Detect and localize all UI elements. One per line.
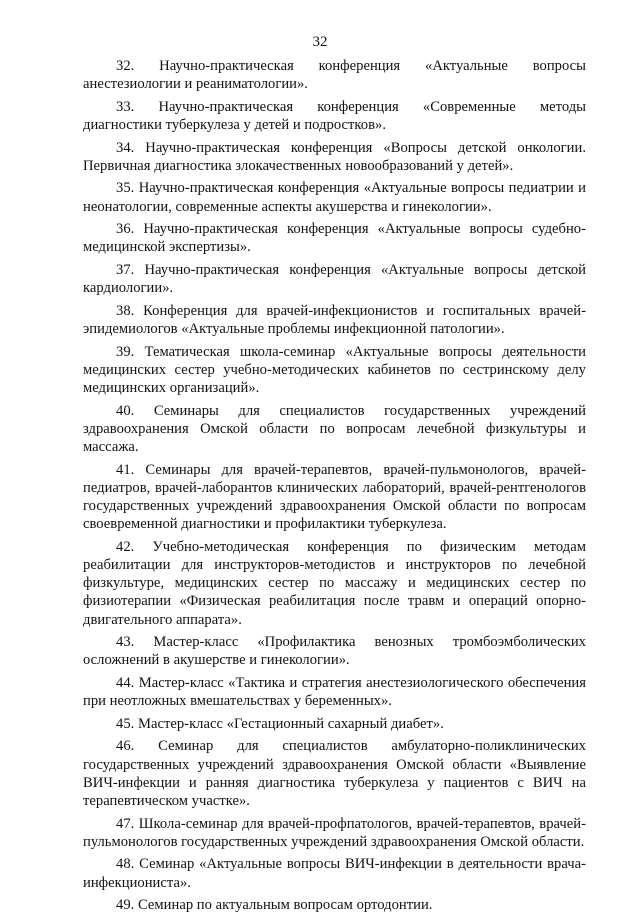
list-item-text: Конференция для врачей-инфекционистов и госпитальных врачей-эпидемиологов «Актуальные проблемы инфекционной патологии».	[83, 302, 586, 337]
list-item	[83, 402, 586, 457]
list-item	[83, 896, 586, 914]
list-item	[83, 220, 586, 256]
list-item-number: 37.	[116, 261, 135, 278]
list-item-text: Семинар по актуальным вопросам ортодонтии.	[137, 897, 433, 914]
list-item-number: 38.	[116, 302, 135, 319]
list-item-number: 33.	[116, 98, 135, 115]
list-item	[83, 737, 586, 810]
list-item-text: Семинар «Актуальные вопросы ВИЧ-инфекции в деятельности врача-инфекциониста».	[83, 856, 586, 891]
list-item-text: Мастер-класс «Профилактика венозных тромбоэмболических осложнений в акушерстве и гинекологии».	[83, 634, 586, 669]
list-item-number: 46.	[116, 738, 135, 755]
list-item	[83, 715, 586, 733]
list-item-text: Семинар для специалистов амбулаторно-поликлинических государственных учреждений здравоохранения Омской области «Выявление ВИЧ-инфекции и ранняя диагностика туберкулеза у пациентов с ВИЧ на терапевтическом участке».	[83, 738, 586, 809]
list-item	[83, 674, 586, 710]
list-item-number: 39.	[116, 343, 135, 360]
list-item-text: Мастер-класс «Тактика и стратегия анестезиологического обеспечения при неотложных вмешательствах у беременных».	[83, 674, 586, 710]
list-item-number: 47.	[116, 815, 135, 832]
list-item-number: 49.	[116, 897, 135, 914]
page-number: 32	[312, 34, 328, 50]
list-item	[83, 139, 586, 175]
list-item-number: 43.	[116, 634, 135, 651]
list-item-number: 44.	[116, 674, 135, 691]
list-item-text: Научно-практическая конференция «Актуальные вопросы детской кардиологии».	[83, 261, 586, 297]
list-item-text: Школа-семинар для врачей-профпатологов, врачей-терапевтов, врачей-пульмонологов государственных учреждений здравоохранения Омской области.	[83, 815, 586, 850]
list-item-number: 36.	[116, 221, 135, 238]
item-list	[83, 57, 586, 919]
list-item-text: Научно-практическая конференция «Актуальные вопросы педиатрии и неонатологии, современные аспекты акушерства и гинекологии».	[83, 180, 586, 215]
list-item	[83, 461, 586, 534]
list-item	[83, 343, 586, 398]
list-item-text: Научно-практическая конференция «Актуальные вопросы анестезиологии и реаниматологии».	[83, 58, 586, 93]
list-item-text: Семинары для специалистов государственных учреждений здравоохранения Омской области по вопросам лечебной физкультуры и массажа.	[83, 402, 586, 455]
list-item-number: 40.	[116, 402, 135, 419]
list-item	[83, 538, 586, 629]
list-item	[83, 98, 586, 134]
list-item-text: Мастер-класс «Гестационный сахарный диабет».	[137, 715, 444, 732]
list-item	[83, 633, 586, 669]
list-item-number: 34.	[116, 139, 135, 156]
list-item-number: 32.	[116, 58, 135, 74]
list-item-text: Научно-практическая конференция «Актуальные вопросы судебно-медицинской экспертизы».	[83, 221, 586, 256]
list-item	[83, 855, 586, 891]
list-item	[83, 179, 586, 215]
list-item-number: 41.	[116, 461, 135, 478]
list-item-text: Семинары для врачей-терапевтов, врачей-пульмонологов, врачей-педиатров, врачей-лаборантов клинических лабораторий, врачей-рентгенологов государственных учреждений здравоохранения Омской области по вопросам своевременной диагностики и профилактики туберкулеза.	[83, 461, 587, 533]
list-item-number: 45.	[116, 715, 135, 732]
list-item	[83, 302, 586, 338]
list-item-text: Тематическая школа-семинар «Актуальные вопросы деятельности медицинских сестер учебно-методических кабинетов по сестринскому делу медицинских организаций».	[83, 343, 586, 396]
list-item-number: 35.	[116, 180, 135, 197]
list-item	[83, 261, 586, 297]
list-item-text: Научно-практическая конференция «Современные методы диагностики туберкулеза у детей и подростков».	[83, 98, 586, 133]
list-item-text: Научно-практическая конференция «Вопросы детской онкологии. Первичная диагностика злокачественных новообразований у детей».	[83, 139, 586, 174]
list-item	[83, 815, 586, 851]
list-item-number: 48.	[116, 856, 135, 873]
list-item-number: 42.	[116, 538, 135, 555]
list-item	[83, 57, 586, 93]
list-item-text: Учебно-методическая конференция по физическим методам реабилитации для инструкторов-методистов и инструкторов по лечебной физкультуре, медицинских сестер по массажу и медицинских сестер по физиотерапии «Физическая реабилитация после травм и операций опорно-двигательного аппарата».	[83, 538, 586, 628]
